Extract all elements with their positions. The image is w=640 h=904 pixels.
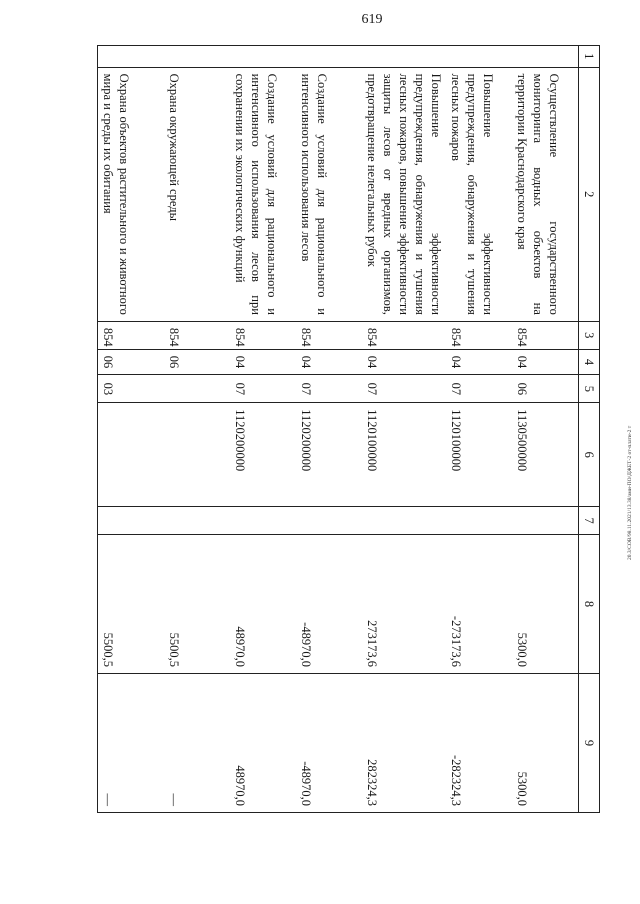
- cell-vr: [230, 507, 296, 535]
- cell-sum: 48970,0: [230, 534, 296, 673]
- table-row: [230, 46, 296, 813]
- cell-delta: —: [98, 673, 165, 812]
- header-col-1: 1: [579, 46, 600, 68]
- header-col-6: 6: [579, 403, 600, 507]
- cell-csr: 1120200000: [296, 403, 362, 507]
- cell-grbs: 854: [512, 321, 579, 349]
- cell-pr: 07: [296, 375, 362, 403]
- cell-num: [446, 46, 512, 68]
- cell-rz: 04: [230, 349, 296, 375]
- header-col-4: 4: [579, 349, 600, 375]
- rotated-table-container: [101, 45, 600, 815]
- header-col-8: 8: [579, 534, 600, 673]
- cell-name: Охрана окружающей среды: [164, 67, 230, 321]
- cell-num: [230, 46, 296, 68]
- cell-grbs: 854: [230, 321, 296, 349]
- table-row: [98, 46, 165, 813]
- cell-grbs: 854: [362, 321, 446, 349]
- header-col-2: 2: [579, 67, 600, 321]
- cell-name: Создание условий для рационального и интенсивного использования лесов при сохранении их экологических функций: [230, 67, 296, 321]
- budget-table: [97, 45, 600, 813]
- header-col-9: 9: [579, 673, 600, 812]
- header-col-7: 7: [579, 507, 600, 535]
- header-col-3: 3: [579, 321, 600, 349]
- cell-pr: 07: [446, 375, 512, 403]
- cell-rz: 04: [446, 349, 512, 375]
- cell-grbs: 854: [296, 321, 362, 349]
- cell-pr: 06: [512, 375, 579, 403]
- cell-name: Осуществление государственного мониторинга водных объектов на территории Краснодарского края: [512, 67, 579, 321]
- table-row: [164, 46, 230, 813]
- cell-csr: [164, 403, 230, 507]
- cell-vr: [98, 507, 165, 535]
- cell-csr: 1130500000: [512, 403, 579, 507]
- table-row: [296, 46, 362, 813]
- cell-sum: 5500,5: [98, 534, 165, 673]
- cell-delta: 48970,0: [230, 673, 296, 812]
- table-row: [362, 46, 446, 813]
- cell-num: [164, 46, 230, 68]
- cell-name: Повышение эффективности предупреждения, обнаружения и тушения лесных пожаров, повышение эффективности защиты лесов от вредных организмов, предотвращение нелегальных рубок: [362, 67, 446, 321]
- cell-vr: [446, 507, 512, 535]
- cell-pr: 03: [98, 375, 165, 403]
- cell-name: Повышение эффективности предупреждения, обнаружения и тушения лесных пожаров: [446, 67, 512, 321]
- cell-vr: [362, 507, 446, 535]
- cell-grbs: 854: [98, 321, 165, 349]
- cell-name: Охрана объектов растительного и животного мира и среды их обитания: [98, 67, 165, 321]
- cell-sum: 5300,0: [512, 534, 579, 673]
- cell-delta: —: [164, 673, 230, 812]
- table-header-row: [579, 46, 600, 813]
- cell-pr: [164, 375, 230, 403]
- cell-sum: -48970,0: [296, 534, 362, 673]
- cell-sum: 273173,6: [362, 534, 446, 673]
- cell-name: Создание условий для рационального и интенсивного использования лесов: [296, 67, 362, 321]
- cell-num: [512, 46, 579, 68]
- cell-rz: 06: [164, 349, 230, 375]
- cell-grbs: 854: [164, 321, 230, 349]
- cell-vr: [164, 507, 230, 535]
- cell-pr: 07: [230, 375, 296, 403]
- document-footer-code: 20.3/СОВ/98.11.2021/13.38/ами-ПО/ДЖЕТ-2 от-плати-2 т: [627, 425, 633, 560]
- cell-vr: [512, 507, 579, 535]
- cell-csr: 1120100000: [362, 403, 446, 507]
- cell-delta: -282324,3: [446, 673, 512, 812]
- cell-rz: 04: [362, 349, 446, 375]
- table-row: [512, 46, 579, 813]
- cell-delta: 282324,3: [362, 673, 446, 812]
- cell-rz: 06: [98, 349, 165, 375]
- cell-sum: -273173,6: [446, 534, 512, 673]
- cell-rz: 04: [296, 349, 362, 375]
- cell-sum: 5500,5: [164, 534, 230, 673]
- table-row: [446, 46, 512, 813]
- cell-num: [296, 46, 362, 68]
- cell-num: [362, 46, 446, 68]
- header-col-5: 5: [579, 375, 600, 403]
- cell-csr: 1120200000: [230, 403, 296, 507]
- cell-rz: 04: [512, 349, 579, 375]
- cell-csr: [98, 403, 165, 507]
- page-number: 619: [361, 12, 383, 27]
- cell-delta: 5300,0: [512, 673, 579, 812]
- cell-grbs: 854: [446, 321, 512, 349]
- cell-num: [98, 46, 165, 68]
- cell-pr: 07: [362, 375, 446, 403]
- cell-csr: 1120100000: [446, 403, 512, 507]
- cell-delta: -48970,0: [296, 673, 362, 812]
- cell-vr: [296, 507, 362, 535]
